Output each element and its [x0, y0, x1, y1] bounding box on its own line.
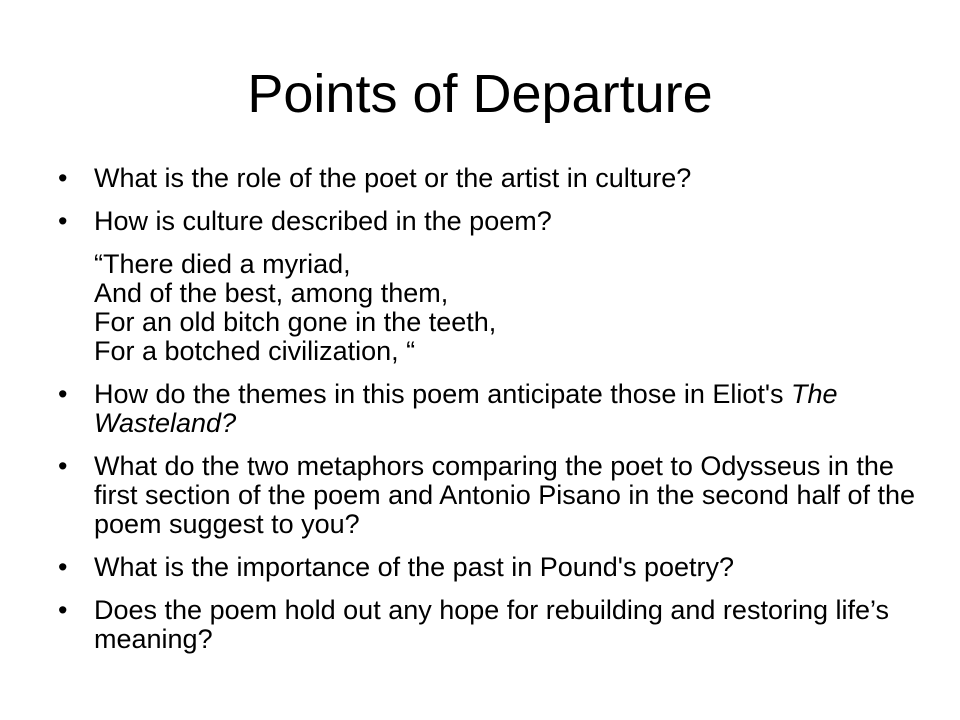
- bullet-icon: •: [58, 379, 68, 409]
- bullet-text: What is the importance of the past in Pound's poetry?: [94, 552, 735, 582]
- bullet-icon: •: [58, 163, 68, 193]
- bullet-icon: •: [58, 595, 68, 625]
- bullet-text: What do the two metaphors comparing the poet to Odysseus in the first section of the poem and Antonio Pisano in the second half of the poem suggest to you?: [94, 451, 916, 539]
- bullet-text: How is culture described in the poem?: [94, 206, 552, 236]
- bullet-icon: •: [58, 552, 68, 582]
- bullet-text: What is the role of the poet or the artist in culture?: [94, 163, 692, 193]
- quote-line: For an old bitch gone in the teeth,: [94, 307, 497, 337]
- quote-line: For a botched civilization, “: [94, 336, 416, 366]
- bullet-text: How do the themes in this poem anticipate those in Eliot's: [94, 379, 792, 409]
- bullet-list: [58, 164, 918, 668]
- bullet-item-importance-of-past: [58, 553, 918, 582]
- bullet-text: Does the poem hold out any hope for rebuilding and restoring life’s meaning?: [94, 595, 890, 654]
- bullet-icon: •: [58, 206, 68, 236]
- bullet-icon: •: [58, 451, 68, 481]
- bullet-item-themes-eliot: [58, 380, 918, 438]
- bullet-item-role-of-poet: [58, 164, 918, 193]
- poem-quote: [58, 250, 918, 366]
- bullet-item-metaphors: [58, 452, 918, 539]
- slide-title: Points of Departure: [247, 64, 713, 124]
- quote-line: And of the best, among them,: [94, 278, 449, 308]
- quote-line: “There died a myriad,: [94, 249, 351, 279]
- bullet-item-culture-described: [58, 207, 918, 236]
- book-title: The Wasteland?: [94, 379, 838, 438]
- bullet-item-hope-rebuilding: [58, 596, 918, 654]
